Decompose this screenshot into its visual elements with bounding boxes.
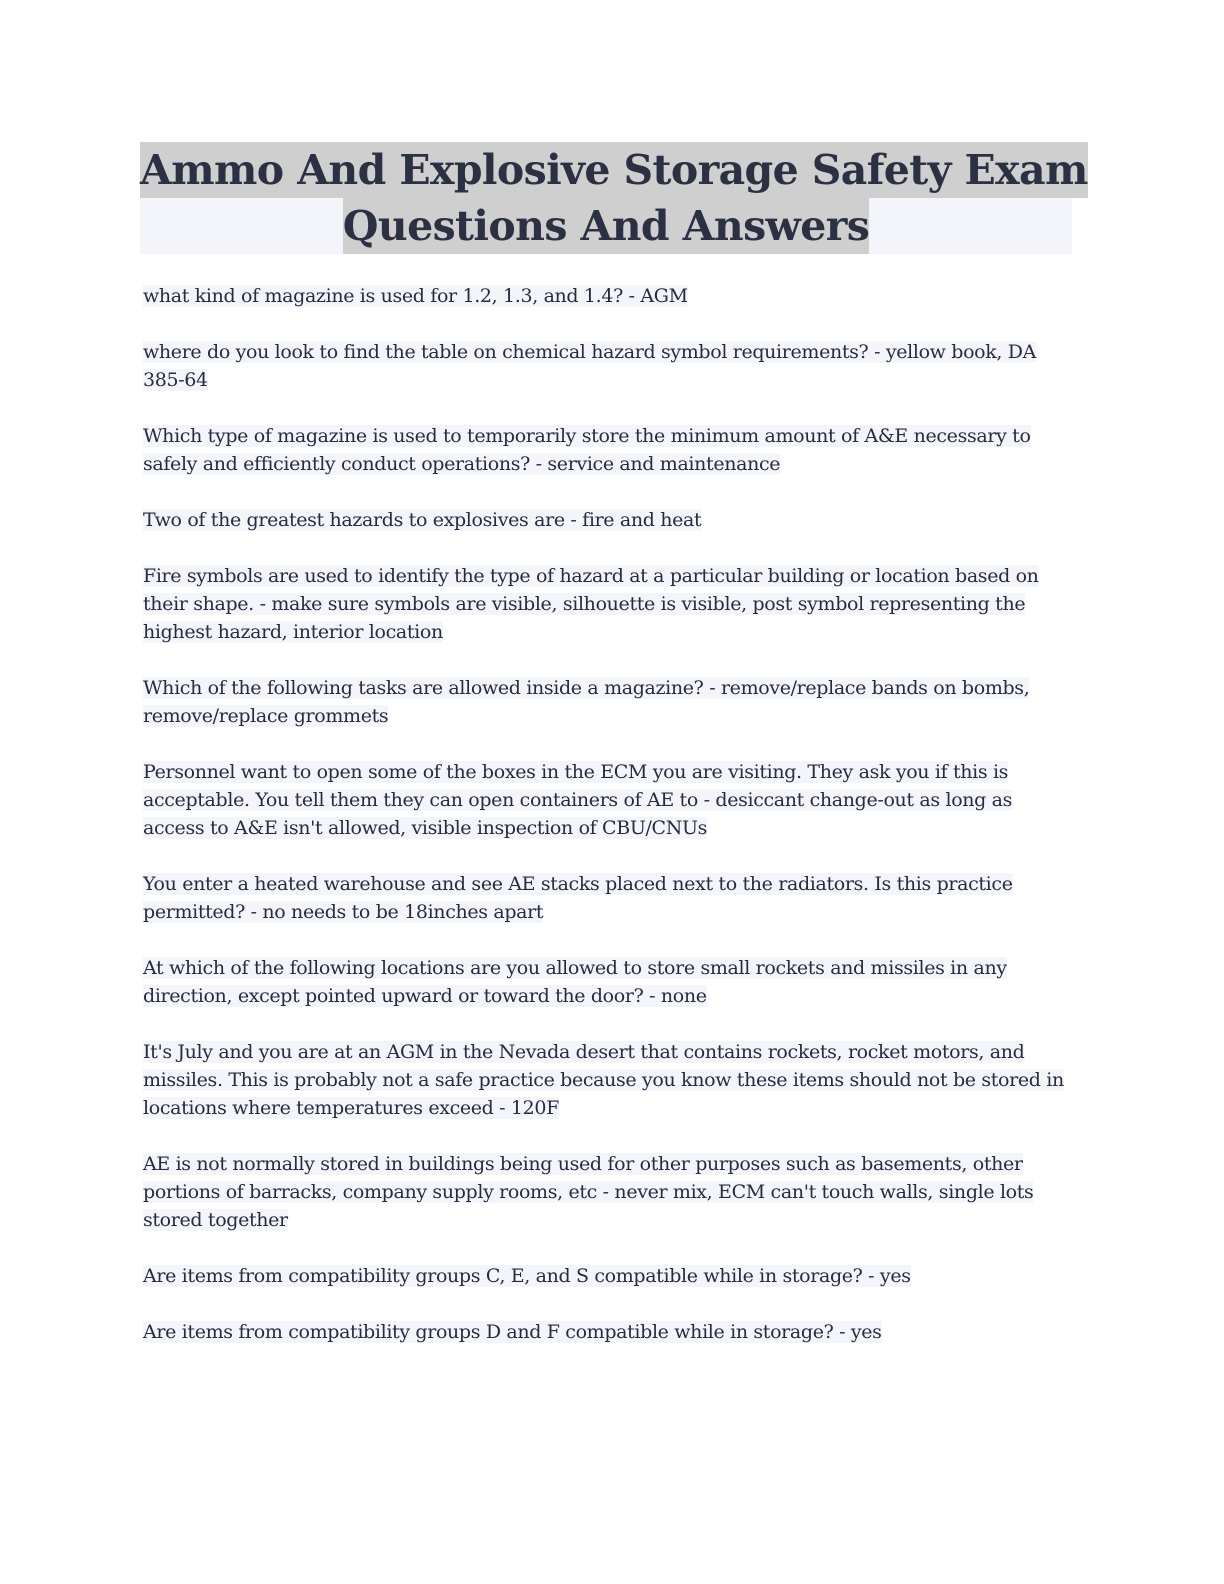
qa-item	[143, 954, 1068, 1010]
title-line-1: Ammo And Explosive Storage Safety Exam	[140, 142, 1088, 198]
qa-item	[143, 562, 1068, 646]
qa-text: It's July and you are at an AGM in the Nevada desert that contains rockets, rocket motors, and missiles. This is probably not a safe practice because you know these items should not be stored in locations where temperatures exceed - 120F	[143, 1041, 1064, 1119]
qa-text: You enter a heated warehouse and see AE stacks placed next to the radiators. Is this practice permitted? - no needs to be 18inches apart	[143, 873, 1013, 923]
qa-text: Two of the greatest hazards to explosives are - fire and heat	[143, 509, 702, 531]
qa-text: Are items from compatibility groups D and F compatible while in storage? - yes	[143, 1321, 882, 1343]
qa-text: what kind of magazine is used for 1.2, 1.3, and 1.4? - AGM	[143, 285, 688, 307]
qa-text: Which type of magazine is used to temporarily store the minimum amount of A&E necessary to safely and efficiently conduct operations? - service and maintenance	[143, 425, 1031, 475]
qa-text: where do you look to find the table on chemical hazard symbol requirements? - yellow book, DA 385-64	[143, 341, 1037, 391]
qa-list	[143, 282, 1068, 1374]
qa-text: AE is not normally stored in buildings being used for other purposes such as basements, other portions of barracks, company supply rooms, etc - never mix, ECM can't touch walls, single lots stored together	[143, 1153, 1034, 1231]
qa-item	[143, 506, 1068, 534]
qa-item	[143, 1038, 1068, 1122]
title-line-2: Questions And Answers	[343, 198, 869, 254]
qa-item	[143, 338, 1068, 394]
qa-item	[143, 282, 1068, 310]
qa-text: Fire symbols are used to identify the type of hazard at a particular building or location based on their shape. - make sure symbols are visible, silhouette is visible, post symbol representing the highest hazard, interior location	[143, 565, 1039, 643]
qa-item	[143, 422, 1068, 478]
qa-item	[143, 1262, 1068, 1290]
document-title	[140, 142, 1088, 254]
qa-item	[143, 1318, 1068, 1346]
qa-item	[143, 870, 1068, 926]
qa-text: Which of the following tasks are allowed inside a magazine? - remove/replace bands on bombs, remove/replace grommets	[143, 677, 1030, 727]
qa-item	[143, 758, 1068, 842]
qa-item	[143, 674, 1068, 730]
qa-text: At which of the following locations are you allowed to store small rockets and missiles in any direction, except pointed upward or toward the door? - none	[143, 957, 1007, 1007]
qa-text: Personnel want to open some of the boxes in the ECM you are visiting. They ask you if this is acceptable. You tell them they can open containers of AE to - desiccant change-out as long as access to A&E isn't allowed, visible inspection of CBU/CNUs	[143, 761, 1013, 839]
qa-text: Are items from compatibility groups C, E, and S compatible while in storage? - yes	[143, 1265, 911, 1287]
qa-item	[143, 1150, 1068, 1234]
